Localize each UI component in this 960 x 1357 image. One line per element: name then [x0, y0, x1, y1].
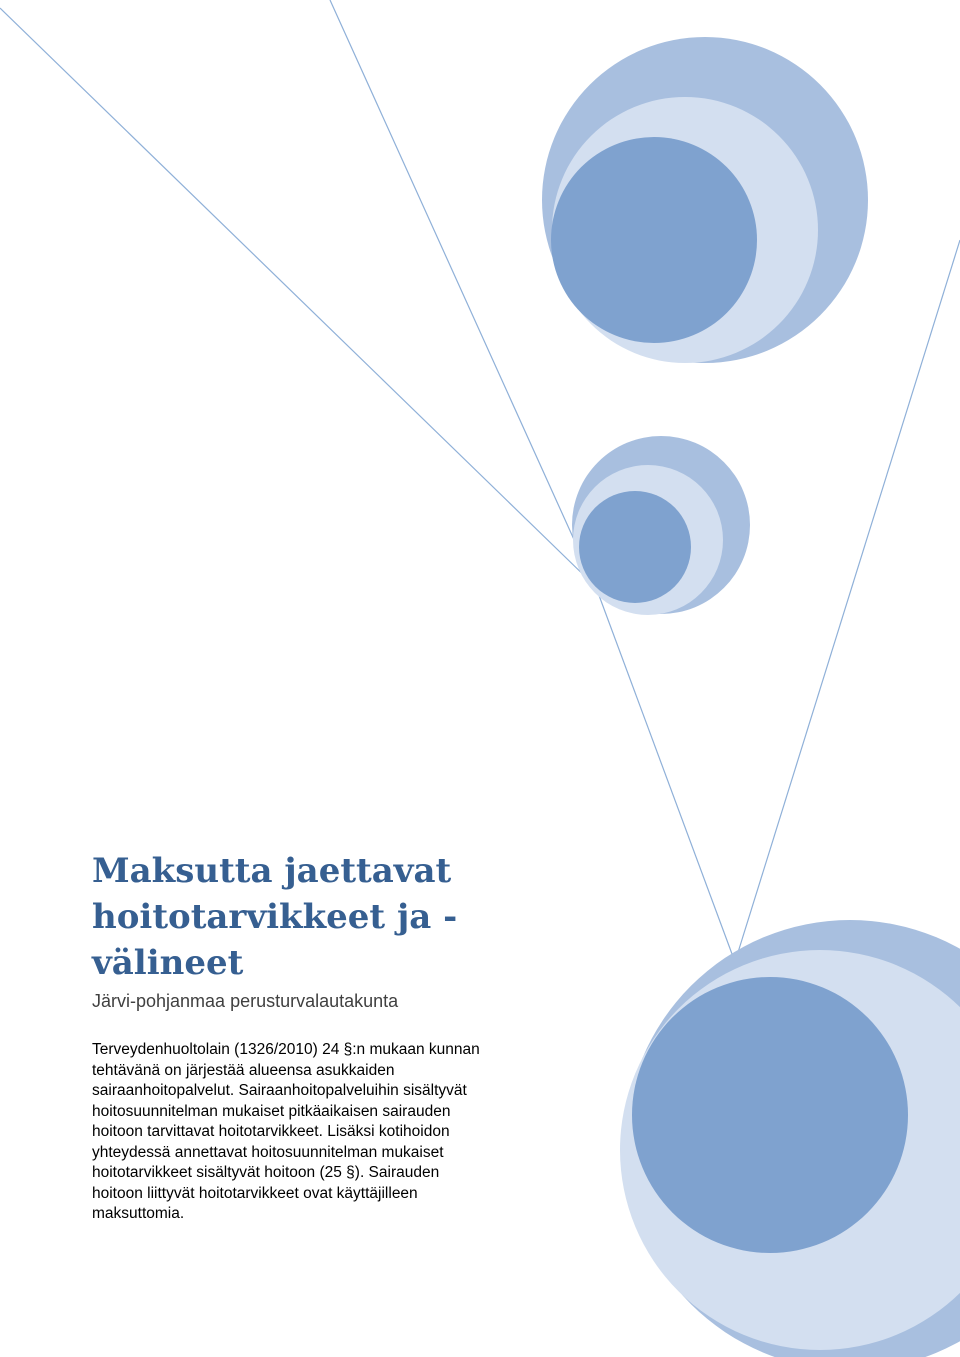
body-line: maksuttomia.: [92, 1205, 185, 1222]
circle-mid-inner: [579, 491, 691, 603]
body-line: sairaanhoitopalvelut. Sairaanhoitopalveluihin sisältyvät: [92, 1082, 467, 1099]
body-line: hoitoon tarvittavat hoitotarvikkeet. Lisäksi kotihoidon: [92, 1123, 450, 1140]
body-line: hoitosuunnitelman mukaiset pitkäaikaisen sairauden: [92, 1102, 451, 1120]
title-line: Maksutta jaettavat: [92, 851, 452, 891]
circle-group-top: [542, 37, 868, 363]
body-line: tehtävänä on järjestää alueensa asukkaiden: [92, 1061, 395, 1079]
title-line: välineet: [92, 943, 244, 983]
circle-group-bottom: [620, 920, 960, 1357]
body-line: Terveydenhuoltolain (1326/2010) 24 §:n mukaan kunnan: [92, 1041, 480, 1058]
title-block: [92, 848, 532, 1012]
body-line: hoitoon liittyvät hoitotarvikkeet ovat käyttäjilleen: [92, 1184, 418, 1202]
document-title: [92, 848, 532, 986]
document-subtitle: Järvi-pohjanmaa perusturvalautakunta: [92, 991, 399, 1011]
body-line: hoitotarvikkeet sisältyvät hoitoon (25 §). Sairauden: [92, 1164, 440, 1181]
circle-bottom-inner: [632, 977, 908, 1253]
circle-group-middle: [572, 436, 750, 615]
abstract-paragraph: [92, 1040, 562, 1225]
decor-line-4: [597, 590, 735, 962]
decor-line-2: [330, 0, 595, 586]
decor-line-1: [0, 8, 595, 586]
title-line: hoitotarvikkeet ja -: [92, 897, 458, 937]
body-line: yhteydessä annettavat hoitosuunnitelman mukaiset: [92, 1143, 444, 1161]
circle-top-inner: [551, 137, 757, 343]
